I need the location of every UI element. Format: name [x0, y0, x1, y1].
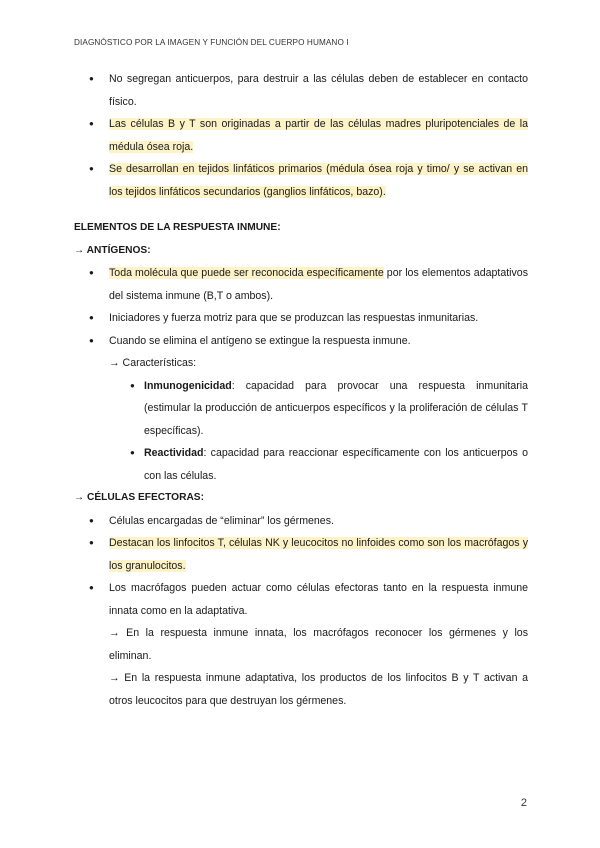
celulas-heading: → CÉLULAS EFECTORAS:	[74, 492, 204, 503]
list-item	[74, 510, 528, 533]
paragraph: → En la respuesta inmune adaptativa, los productos de los linfocitos B y T activan a otros leucocitos para que destruyan los gérmenes.	[109, 672, 528, 707]
caracteristicas-subheading: → Características:	[109, 357, 197, 369]
list-item	[74, 262, 528, 307]
antigenos-heading: → ANTÍGENOS:	[74, 244, 151, 256]
term-definition: : capacidad para provocar una respuesta inmunitaria (estimular la producción de anticuerpos específicos y la proliferación de células T específicas).	[144, 379, 528, 437]
term: Reactividad	[144, 447, 204, 459]
bullet-text-highlighted: Toda molécula que puede ser reconocida específicamente	[109, 267, 384, 279]
list-item	[74, 113, 528, 158]
bullet-text-highlighted: Las células B y T son originadas a partir de las células madres pluripotenciales de la médula ósea roja.	[109, 118, 528, 153]
section-title: ELEMENTOS DE LA RESPUESTA INMUNE:	[74, 222, 281, 233]
list-item	[74, 375, 528, 443]
list-item	[74, 158, 528, 203]
term: Inmunogenicidad	[144, 379, 232, 392]
bullet-text: No segregan anticuerpos, para destruir a las células deben de establecer en contacto físico.	[109, 73, 528, 108]
list-item	[74, 307, 528, 330]
bullet-text: por los elementos adaptativos del sistema inmune (B,T o ambos).	[109, 267, 528, 302]
term-definition: : capacidad para reaccionar específicamente con los anticuerpos o con las células.	[144, 447, 528, 482]
bullet-text: Células encargadas de “eliminar” los gérmenes.	[109, 514, 334, 527]
bullet-text: Cuando se elimina el antígeno se extingue la respuesta inmune.	[109, 334, 411, 347]
list-item	[74, 577, 528, 622]
list-item	[74, 532, 528, 577]
spacer	[74, 203, 528, 217]
bullet-text: Iniciadores y fuerza motriz para que se produzcan las respuestas inmunitarias.	[109, 312, 479, 324]
list-item	[74, 442, 528, 487]
paragraph: → En la respuesta inmune innata, los macrófagos reconocer los gérmenes y los eliminan.	[109, 627, 528, 662]
running-header: DIAGNÓSTICO POR LA IMAGEN Y FUNCIÓN DEL CUERPO HUMANO I	[74, 38, 349, 47]
list-item	[74, 68, 528, 113]
bullet-text: Los macrófagos pueden actuar como células efectoras tanto en la respuesta inmune innata como en la adaptativa.	[109, 582, 528, 617]
bullet-text-highlighted: Se desarrollan en tejidos linfáticos primarios (médula ósea roja y timo/ y se activan en los tejidos linfáticos secundarios (ganglios linfáticos, bazo).	[109, 163, 528, 198]
bullet-text-highlighted: Destacan los linfocitos T, células NK y leucocitos no linfoides como son los macrófagos y los granulocitos.	[109, 537, 528, 572]
list-item	[74, 330, 528, 353]
page-content	[74, 68, 528, 712]
page-number: 2	[520, 797, 527, 809]
